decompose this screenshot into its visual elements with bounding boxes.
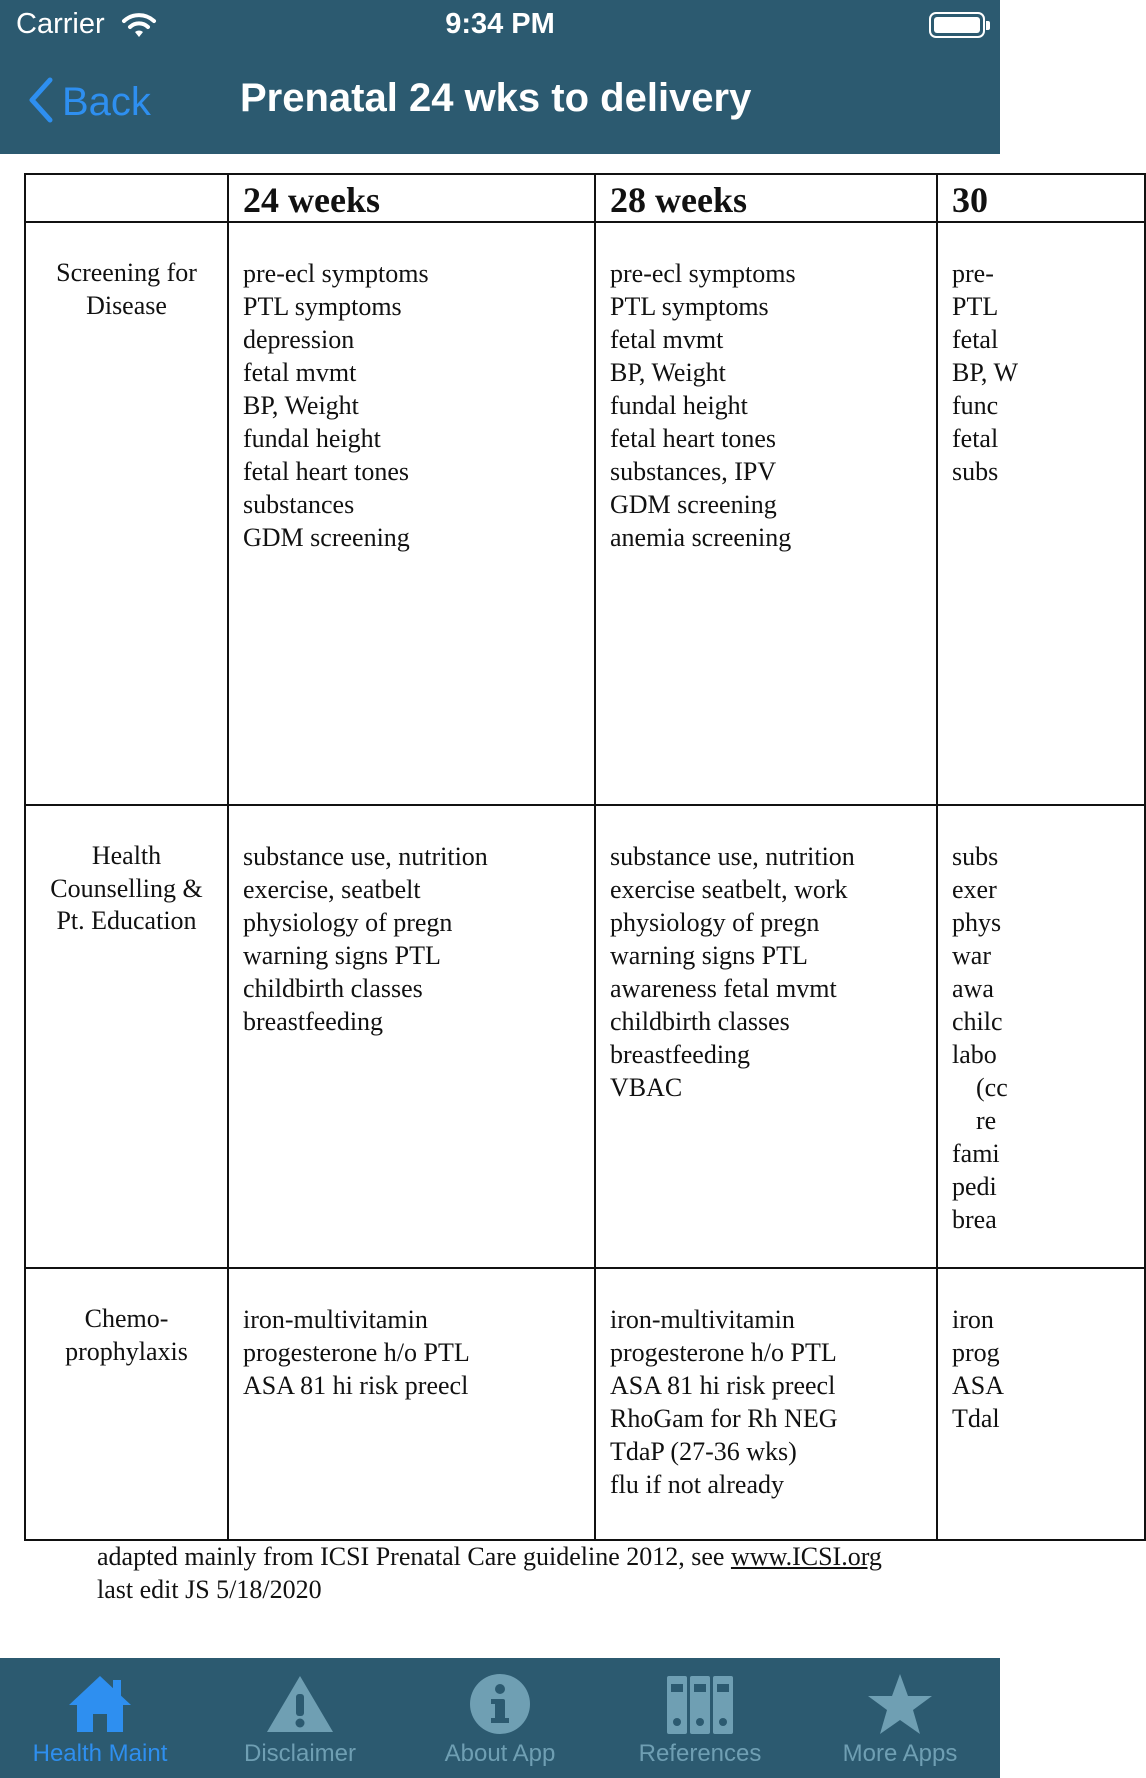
cell-line: phys: [952, 908, 1002, 937]
cell-line: pre-ecl symptoms: [610, 259, 796, 288]
cell-line: VBAC: [610, 1073, 683, 1102]
cell-line: war: [952, 941, 991, 970]
row-header-line: Screening for: [56, 258, 197, 287]
row-header-line: prophylaxis: [65, 1336, 188, 1366]
table-cell: [937, 805, 1145, 1268]
cell-line: ASA 81 hi risk preecl: [243, 1371, 469, 1400]
cell-line: progesterone h/o PTL: [243, 1338, 470, 1367]
cell-line: exercise seatbelt, work: [610, 875, 848, 904]
cell-line: exer: [952, 875, 997, 904]
cell-line: RhoGam for Rh NEG: [610, 1404, 838, 1433]
cell-line: fetal mvmt: [610, 325, 724, 354]
tab-label: References: [638, 1740, 762, 1767]
cell-line: childbirth classes: [243, 974, 423, 1003]
cell-line: fundal height: [243, 424, 381, 453]
row-header-line: Health: [91, 841, 162, 870]
cell-line: awa: [952, 974, 994, 1003]
battery-icon: [929, 12, 985, 38]
tab-about-app[interactable]: [400, 1658, 600, 1778]
table-row: [25, 222, 1145, 805]
chevron-left-icon: [28, 77, 54, 128]
cell-line: breastfeeding: [610, 1040, 751, 1069]
tab-label: More Apps: [842, 1740, 958, 1767]
row-header: [25, 1268, 228, 1540]
cell-line: awareness fetal mvmt: [610, 974, 837, 1003]
cell-line: breastfeeding: [243, 1007, 384, 1036]
footnote-edit: last edit JS 5/18/2020: [97, 1575, 322, 1604]
cell-line: pre-ecl symptoms: [243, 259, 429, 288]
table-cell: [228, 1268, 595, 1540]
tab-more-apps[interactable]: [800, 1658, 1000, 1778]
cell-line: fetal: [952, 325, 999, 354]
row-header: [25, 805, 228, 1268]
row-header-line: Disease: [86, 290, 167, 320]
tab-health-maint[interactable]: [0, 1658, 200, 1778]
table-cell: [595, 1268, 937, 1540]
status-bar: [0, 0, 1000, 50]
cell-line: fami: [952, 1139, 1000, 1168]
cell-line: substance use, nutrition: [243, 842, 488, 871]
column-header: 30: [937, 174, 1145, 222]
cell-line: prog: [952, 1338, 1000, 1367]
table-cell: [228, 805, 595, 1268]
cell-line: (cc: [976, 1073, 1008, 1102]
footnote: [97, 1540, 882, 1606]
icsi-link[interactable]: www.ICSI.org: [730, 1542, 882, 1571]
cell-line: BP, Weight: [610, 358, 726, 387]
table-cell: [595, 805, 937, 1268]
cell-line: childbirth classes: [610, 1007, 790, 1036]
column-header: 28 weeks: [595, 174, 937, 222]
cell-line: BP, Weight: [243, 391, 359, 420]
document-view[interactable]: [0, 154, 1018, 1658]
cell-line: re: [976, 1106, 997, 1135]
cell-line: fetal mvmt: [243, 358, 357, 387]
cell-line: func: [952, 391, 999, 420]
column-header: 24 weeks: [228, 174, 595, 222]
tab-bar: [0, 1658, 1000, 1778]
cell-line: warning signs PTL: [610, 941, 808, 970]
table-header-row: [25, 174, 1145, 222]
back-label: Back: [62, 79, 151, 124]
cell-line: subs: [952, 842, 999, 871]
row-header: [25, 222, 228, 805]
cell-line: subs: [952, 457, 999, 486]
cell-line: progesterone h/o PTL: [610, 1338, 837, 1367]
cell-line: substances, IPV: [610, 457, 777, 486]
cell-line: PTL symptoms: [610, 292, 769, 321]
cell-line: exercise, seatbelt: [243, 875, 421, 904]
footnote-line: [97, 1540, 882, 1573]
table-cell: [595, 222, 937, 805]
cell-line: warning signs PTL: [243, 941, 441, 970]
cell-line: fetal heart tones: [610, 424, 777, 453]
row-header-line: Chemo-: [84, 1304, 169, 1333]
cell-line: flu if not already: [610, 1470, 784, 1499]
page-title: Prenatal 24 wks to delivery: [240, 76, 752, 120]
cell-line: brea: [952, 1205, 997, 1234]
table-row: [25, 805, 1145, 1268]
cell-line: physiology of pregn: [610, 908, 820, 937]
prenatal-table: [24, 173, 1146, 1541]
cell-line: chilc: [952, 1007, 1003, 1036]
cell-line: fundal height: [610, 391, 748, 420]
top-bar: [0, 0, 1000, 154]
cell-line: pre-: [952, 259, 994, 288]
cell-line: anemia screening: [610, 523, 792, 552]
cell-line: TdaP (27-36 wks): [610, 1437, 797, 1466]
row-header-line: Pt. Education: [56, 906, 197, 935]
cell-line: PTL symptoms: [243, 292, 402, 321]
status-time: 9:34 PM: [445, 8, 555, 40]
table-cell: [937, 1268, 1145, 1540]
cell-line: GDM screening: [610, 490, 777, 519]
back-button[interactable]: [28, 74, 151, 130]
footnote-text: adapted mainly from ICSI Prenatal Care guideline 2012, see: [97, 1542, 725, 1571]
table-cell: [937, 222, 1145, 805]
tab-disclaimer[interactable]: [200, 1658, 400, 1778]
cell-line: iron: [952, 1305, 994, 1334]
tab-label: Disclaimer: [243, 1740, 356, 1767]
cell-line: depression: [243, 325, 355, 354]
cell-line: PTL: [952, 292, 999, 321]
cell-line: iron-multivitamin: [610, 1305, 795, 1334]
header-corner: [25, 174, 228, 222]
table-row: [25, 1268, 1145, 1540]
carrier-label: Carrier: [16, 8, 105, 40]
tab-label: Health Maint: [32, 1740, 168, 1767]
cell-line: substances: [243, 490, 355, 519]
table-cell: [228, 222, 595, 805]
cell-line: substance use, nutrition: [610, 842, 855, 871]
cell-line: BP, W: [952, 358, 1018, 387]
cell-line: fetal: [952, 424, 999, 453]
tab-label: About App: [444, 1740, 556, 1767]
tab-references[interactable]: [600, 1658, 800, 1778]
cell-line: GDM screening: [243, 523, 410, 552]
cell-line: iron-multivitamin: [243, 1305, 428, 1334]
cell-line: pedi: [952, 1172, 997, 1201]
cell-line: labo: [952, 1040, 997, 1069]
cell-line: fetal heart tones: [243, 457, 410, 486]
cell-line: physiology of pregn: [243, 908, 453, 937]
cell-line: ASA: [952, 1371, 1005, 1400]
row-header-line: Counselling &: [50, 873, 203, 903]
cell-line: ASA 81 hi risk preecl: [610, 1371, 836, 1400]
cell-line: Tdal: [952, 1404, 1000, 1433]
